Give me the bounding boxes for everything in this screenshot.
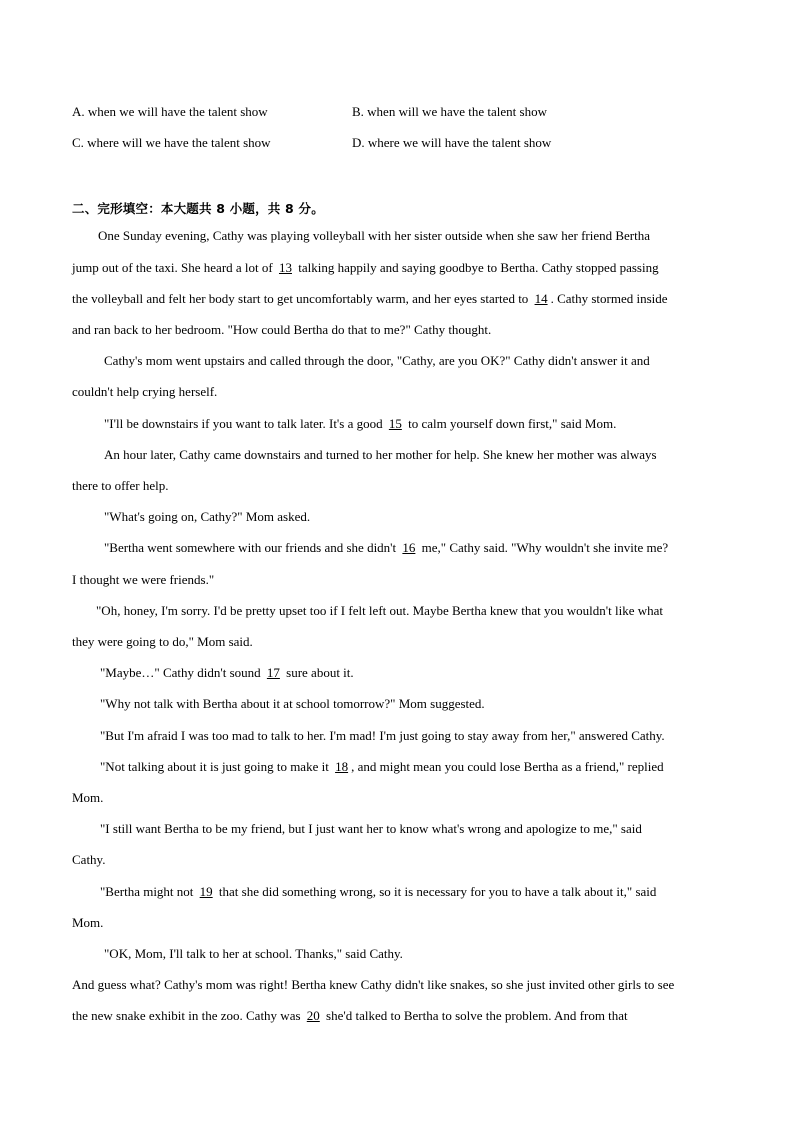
passage-line xyxy=(72,1008,628,1024)
passage-line xyxy=(100,884,656,900)
blank-16: 16 xyxy=(402,540,416,555)
option-a: A. when we will have the talent show xyxy=(72,104,268,119)
line-text: . Cathy stormed inside xyxy=(550,291,668,306)
line-text: sure about it. xyxy=(282,665,354,680)
blank-17: 17 xyxy=(266,665,280,680)
blank-20: 20 xyxy=(306,1008,320,1023)
passage-line: Mom. xyxy=(72,790,104,805)
line-text: that she did something wrong, so it is necessary for you to have a talk about it," said xyxy=(215,884,657,899)
line-text: , and might mean you could lose Bertha as a friend," replied xyxy=(351,759,664,774)
passage-line: Cathy's mom went upstairs and called through the door, "Cathy, are you OK?" Cathy didn't answer it and xyxy=(104,353,650,368)
blank-13: 13 xyxy=(278,260,292,275)
option-d: D. where we will have the talent show xyxy=(352,135,552,150)
passage-line xyxy=(104,540,668,556)
line-text: "Bertha went somewhere with our friends and she didn't xyxy=(104,540,400,555)
passage-line: and ran back to her bedroom. "How could Bertha do that to me?" Cathy thought. xyxy=(72,322,492,337)
passage-line xyxy=(104,416,616,432)
line-text: the volleyball and felt her body start to get uncomfortably warm, and her eyes started to xyxy=(72,291,532,306)
line-text: jump out of the taxi. She heard a lot of xyxy=(72,260,276,275)
line-text: "Not talking about it is just going to make it xyxy=(100,759,333,774)
line-text: me," Cathy said. "Why wouldn't she invite me? xyxy=(418,540,669,555)
passage-line: "OK, Mom, I'll talk to her at school. Thanks," said Cathy. xyxy=(104,946,403,961)
passage-line: couldn't help crying herself. xyxy=(72,384,218,399)
passage-line: "What's going on, Cathy?" Mom asked. xyxy=(104,509,311,524)
blank-15: 15 xyxy=(388,416,402,431)
passage-line: An hour later, Cathy came downstairs and turned to her mother for help. She knew her mother was always xyxy=(104,447,657,462)
line-text: "Maybe…" Cathy didn't sound xyxy=(100,665,264,680)
option-b: B. when will we have the talent show xyxy=(352,104,547,119)
passage-line: "Oh, honey, I'm sorry. I'd be pretty upset too if I felt left out. Maybe Bertha knew that you wouldn't like what xyxy=(96,603,663,618)
passage-line: I thought we were friends." xyxy=(72,572,215,587)
passage-line: "I still want Bertha to be my friend, but I just want her to know what's wrong and apologize to me," said xyxy=(100,821,642,836)
passage-line: Mom. xyxy=(72,915,104,930)
passage-line xyxy=(72,291,668,307)
blank-14: 14 xyxy=(534,291,548,306)
line-text: she'd talked to Bertha to solve the problem. And from that xyxy=(322,1008,628,1023)
passage-line xyxy=(100,759,664,775)
passage-line xyxy=(72,260,659,276)
blank-18: 18 xyxy=(335,759,349,774)
passage-line: And guess what? Cathy's mom was right! Bertha knew Cathy didn't like snakes, so she just invited other girls to see xyxy=(72,977,675,992)
passage-line: "Why not talk with Bertha about it at school tomorrow?" Mom suggested. xyxy=(100,696,485,711)
line-text: "Bertha might not xyxy=(100,884,197,899)
line-text: to calm yourself down first," said Mom. xyxy=(404,416,617,431)
section-heading: 二、完形填空：本大题共 8 小题，共 8 分。 xyxy=(72,201,324,216)
passage-line: Cathy. xyxy=(72,852,106,867)
line-text: "I'll be downstairs if you want to talk later. It's a good xyxy=(104,416,386,431)
passage-line: One Sunday evening, Cathy was playing volleyball with her sister outside when she saw her friend Bertha xyxy=(98,228,651,243)
option-c: C. where will we have the talent show xyxy=(72,135,271,150)
line-text: the new snake exhibit in the zoo. Cathy was xyxy=(72,1008,304,1023)
passage-line: there to offer help. xyxy=(72,478,169,493)
passage-line: they were going to do," Mom said. xyxy=(72,634,253,649)
line-text: talking happily and saying goodbye to Bertha. Cathy stopped passing xyxy=(294,260,659,275)
blank-19: 19 xyxy=(199,884,213,899)
passage-line: "But I'm afraid I was too mad to talk to her. I'm mad! I'm just going to stay away from her," answered Cathy. xyxy=(100,728,665,743)
passage-line xyxy=(100,665,354,681)
